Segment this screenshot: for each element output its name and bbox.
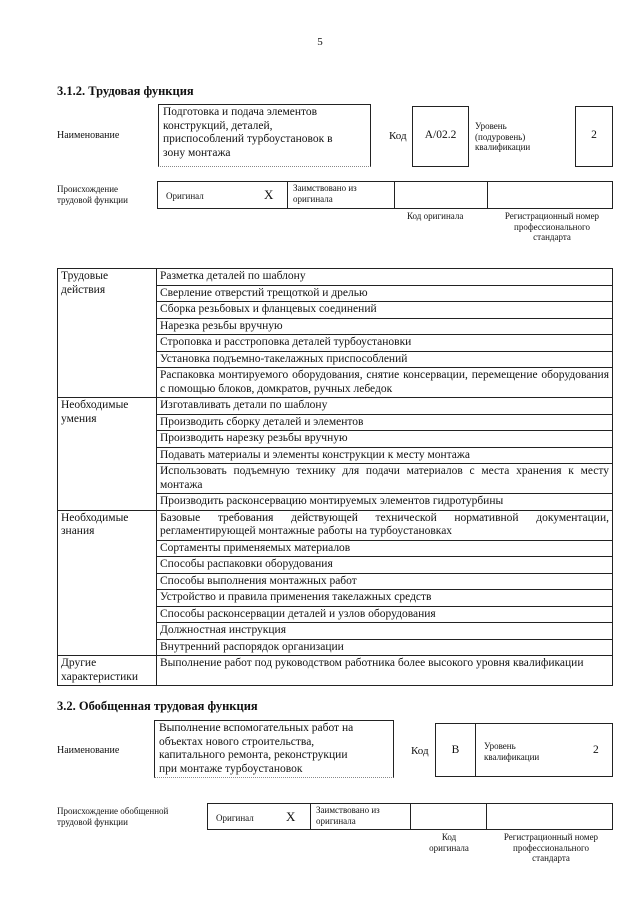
function-name-line: зону монтажа	[163, 146, 231, 159]
level-label	[475, 121, 530, 153]
section-heading-3-2: 3.2. Обобщенная трудовая функция	[57, 699, 258, 713]
function-name-line: конструкций, деталей,	[163, 119, 273, 132]
code-label: Код	[389, 130, 407, 142]
item-cell: Способы распаковки оборудования	[157, 557, 613, 574]
code-box-2	[435, 723, 476, 777]
origin-code-cell	[394, 181, 488, 209]
item-cell: Базовые требования действующей технической нормативной документации, регламентирующей монтажные работы на турбоустановках	[157, 510, 613, 540]
level-value: 2	[591, 129, 597, 141]
origin-code-cell-2	[410, 803, 487, 830]
code-value-2: В	[451, 744, 460, 756]
level-label-line: Уровень	[484, 741, 516, 751]
function-name-line: Подготовка и подача элементов	[163, 106, 318, 118]
original-label: Оригинал	[166, 191, 204, 201]
origin-label	[57, 184, 128, 205]
generalized-name-line: Выполнение вспомогательных работ на	[159, 722, 354, 734]
item-cell: Производить расконсервацию монтируемых элементов гидротурбины	[157, 494, 613, 511]
level-box-2	[475, 723, 613, 777]
reg-label-line: стандарта	[533, 232, 571, 242]
reg-label-line: Регистрационный номер	[504, 211, 600, 221]
name-label: Наименование	[57, 130, 120, 141]
level-label-line: (подуровень)	[475, 131, 526, 142]
level-label-line: квалификации	[475, 142, 531, 152]
table-row	[58, 656, 613, 686]
item-cell: Распаковка монтируемого оборудования, снятие консервации, перемещение оборудования с помощью блоков, домкратов, ручных лебедок	[157, 368, 613, 398]
item-cell: Изготавливать детали по шаблону	[157, 398, 613, 415]
name-label-2: Наименование	[57, 745, 120, 756]
level-label-line: Уровень	[475, 121, 507, 131]
page-number: 5	[317, 36, 323, 48]
borrowed-cell-2	[310, 803, 411, 830]
level-label-2	[484, 741, 539, 762]
original-mark-2: Х	[286, 809, 296, 824]
original-cell	[157, 181, 288, 209]
item-cell: Производить нарезку резьбы вручную	[157, 431, 613, 448]
level-box	[575, 106, 613, 167]
code-label-2: Код	[411, 745, 429, 757]
generalized-name-line: при монтаже турбоустановок	[159, 762, 303, 775]
borrowed-label-line: оригинала	[293, 193, 333, 204]
original-cell-2	[207, 803, 311, 830]
item-cell: Установка подъемно-такелажных приспособлений	[157, 351, 613, 368]
item-cell: Сортаменты применяемых материалов	[157, 540, 613, 557]
origin-code-label: Код оригинала	[407, 211, 464, 221]
item-cell: Сверление отверстий трещоткой и дрелью	[157, 285, 613, 302]
item-cell: Выполнение работ под руководством работника более высокого уровня квалификации	[157, 656, 613, 686]
item-cell: Подавать материалы и элементы конструкции к месту монтажа	[157, 447, 613, 464]
item-cell: Устройство и правила применения такелажных средств	[157, 590, 613, 607]
reg-label-line: стандарта	[532, 853, 570, 863]
function-details-table	[57, 268, 613, 686]
reg-number-cell-2	[486, 803, 613, 830]
reg-label-line: профессионального	[514, 221, 590, 232]
origin-label-line: трудовой функции	[57, 816, 128, 827]
item-cell: Способы выполнения монтажных работ	[157, 573, 613, 590]
origin-label-2	[57, 806, 168, 827]
borrowed-label-line: оригинала	[316, 815, 356, 826]
item-cell: Разметка деталей по шаблону	[157, 269, 613, 286]
borrowed-label-line: Заимствовано из	[293, 183, 357, 193]
item-cell: Сборка резьбовых и фланцевых соединений	[157, 302, 613, 319]
reg-label-line: профессионального	[513, 842, 589, 853]
item-cell: Внутренний распорядок организации	[157, 639, 613, 656]
item-cell: Производить сборку деталей и элементов	[157, 414, 613, 431]
level-label-line: квалификации	[484, 751, 540, 762]
category-cell: Трудовые действия	[58, 269, 157, 398]
original-label-2: Оригинал	[216, 813, 254, 823]
origin-code-line: Код	[441, 832, 457, 842]
item-cell: Строповка и расстроповка деталей турбоустановки	[157, 335, 613, 352]
category-cell: Другие характеристики	[58, 656, 157, 686]
category-cell: Необходимые умения	[58, 398, 157, 511]
item-cell: Способы расконсервации деталей и узлов оборудования	[157, 606, 613, 623]
category-cell: Необходимые знания	[58, 510, 157, 656]
reg-number-label	[490, 211, 614, 243]
origin-label-line: Происхождение обобщенной	[57, 806, 169, 816]
origin-code-label-2	[413, 832, 485, 853]
origin-label-line: трудовой функции	[57, 194, 128, 205]
borrowed-label-line: Заимствовано из	[316, 805, 380, 815]
reg-number-cell	[487, 181, 613, 209]
original-mark: Х	[264, 187, 274, 202]
code-box	[412, 106, 469, 167]
item-cell: Нарезка резьбы вручную	[157, 318, 613, 335]
generalized-function-name-box	[154, 720, 394, 778]
table-row	[58, 269, 613, 286]
generalized-name-line: объектах нового строительства,	[159, 735, 315, 748]
function-name-line: приспособлений турбоустановок в	[163, 133, 333, 145]
level-value-2: 2	[593, 744, 599, 756]
item-cell: Должностная инструкция	[157, 623, 613, 640]
borrowed-cell	[287, 181, 395, 209]
section-heading-3-1-2: 3.1.2. Трудовая функция	[57, 84, 194, 98]
origin-label-line: Происхождение	[57, 184, 119, 194]
origin-code-line: оригинала	[429, 842, 469, 853]
reg-number-label-2	[488, 832, 614, 864]
code-value: А/02.2	[424, 129, 457, 141]
table-row	[58, 398, 613, 415]
reg-label-line: Регистрационный номер	[503, 832, 599, 842]
table-row	[58, 510, 613, 540]
generalized-name-line: капитального ремонта, реконструкции	[159, 749, 348, 761]
function-name-box	[158, 104, 371, 167]
item-cell: Использовать подъемную технику для подачи материалов с места хранения к месту монтажа	[157, 464, 613, 494]
